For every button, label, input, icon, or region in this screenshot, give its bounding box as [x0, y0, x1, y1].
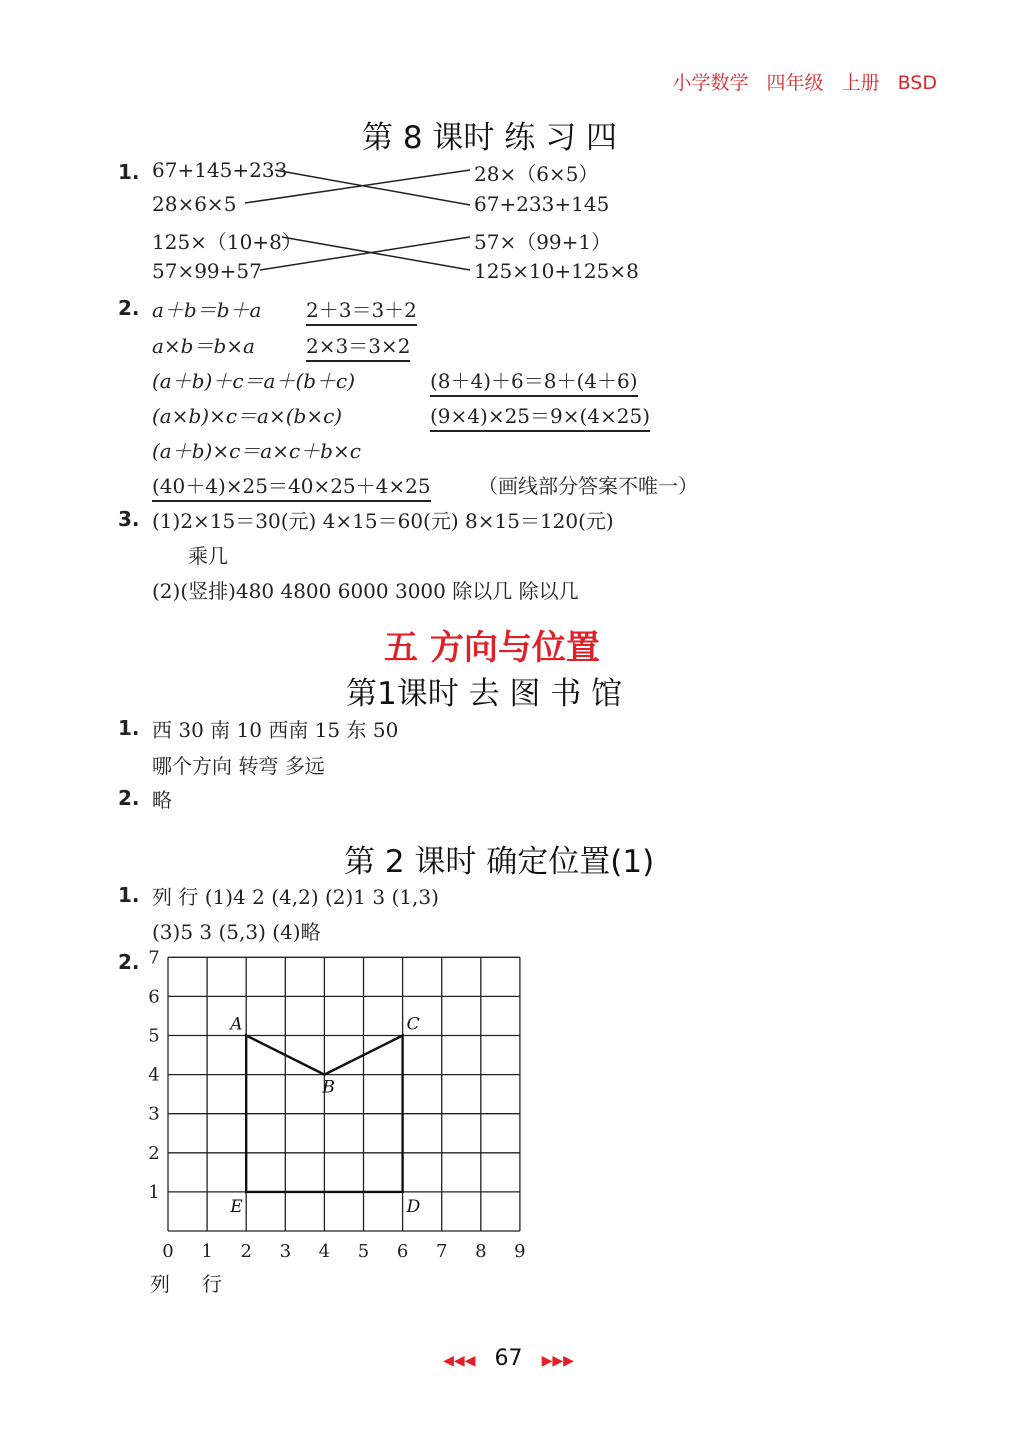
law-example: (9×4)×25＝9×(4×25): [430, 400, 650, 432]
point-label: C: [406, 1014, 420, 1035]
question-number: 1.: [118, 716, 140, 740]
left-arrows-icon: ◀◀◀: [443, 1353, 476, 1369]
point-label: D: [406, 1196, 421, 1217]
x-tick-label: 1: [201, 1241, 213, 1262]
question-number: 2.: [118, 296, 140, 320]
right-arrows-icon: ▶▶▶: [541, 1353, 574, 1369]
law-example: (40＋4)×25＝40×25＋4×25: [152, 470, 431, 502]
x-tick-label: 0: [162, 1241, 174, 1262]
answer-line: 列 行 (1)4 2 (4,2) (2)1 3 (1,3): [152, 885, 439, 909]
x-tick-label: 6: [396, 1241, 409, 1262]
note: （画线部分答案不唯一）: [478, 474, 698, 498]
question-number: 1.: [118, 883, 140, 907]
point-label: A: [230, 1014, 243, 1035]
x-tick-label: 4: [318, 1241, 331, 1262]
y-tick-label: 5: [148, 1025, 160, 1047]
y-tick-label: 3: [148, 1103, 160, 1125]
expression-left: 28×6×5: [152, 192, 237, 216]
x-tick-label: 5: [357, 1241, 370, 1262]
question-number: 2.: [118, 950, 140, 974]
answer-line: (2)(竖排)480 4800 6000 3000 除以几 除以几: [152, 579, 579, 603]
expression-left: 125×（10+8）: [152, 230, 302, 254]
x-tick-label: 8: [475, 1241, 487, 1262]
y-tick-label: 6: [148, 986, 160, 1008]
y-tick-label: 1: [148, 1181, 160, 1203]
expression-right: 125×10+125×8: [474, 259, 639, 283]
lesson-2-title: 第 2 课时 确定位置(1): [344, 844, 655, 880]
x-tick-label: 9: [514, 1241, 526, 1262]
question-number: 3.: [118, 507, 140, 531]
page-header: 小学数学 四年级 上册 BSD: [672, 72, 937, 94]
x-axis-caption: 列: [150, 1272, 170, 1296]
page-footer: [0, 1346, 1017, 1371]
answer-line: (1)2×15＝30(元) 4×15＝60(元) 8×15＝120(元): [152, 509, 614, 533]
x-tick-label: 2: [240, 1241, 252, 1262]
expression-left: 67+145+233: [152, 158, 288, 182]
law-example: 2＋3＝3＋2: [306, 294, 417, 326]
y-tick-label: 2: [148, 1142, 160, 1164]
expression-right: 28×（6×5）: [474, 162, 599, 186]
unit-title: 五 方向与位置: [384, 628, 600, 668]
answer-line: 哪个方向 转弯 多远: [152, 754, 325, 778]
expression-right: 67+233+145: [474, 192, 610, 216]
law-example: (8＋4)＋6＝8＋(4＋6): [430, 365, 638, 397]
x-tick-label: 7: [435, 1241, 448, 1262]
y-tick-label: 4: [148, 1064, 160, 1086]
question-number: 1.: [118, 160, 140, 184]
answer-line: 西 30 南 10 西南 15 东 50: [152, 718, 399, 742]
lesson-8-title: 第 8 课时 练 习 四: [362, 120, 617, 156]
law-formula: (a×b)×c＝a×(b×c): [152, 404, 343, 428]
law-formula: (a＋b)＋c＝a＋(b＋c): [152, 369, 356, 393]
law-formula: (a＋b)×c＝a×c＋b×c: [152, 439, 361, 463]
answer-line: (3)5 3 (5,3) (4)略: [152, 920, 321, 944]
y-tick-label: 7: [148, 947, 160, 969]
law-formula: a×b＝b×a: [152, 334, 255, 358]
expression-right: 57×（99+1）: [474, 230, 612, 254]
answer-line: 乘几: [188, 544, 228, 568]
page-number: 67: [494, 1346, 523, 1371]
point-label: E: [230, 1196, 243, 1217]
y-axis-caption: 行: [202, 1272, 222, 1296]
expression-left: 57×99+57: [152, 259, 262, 283]
lesson-1-title: 第1课时 去 图 书 馆: [346, 676, 623, 712]
x-tick-label: 3: [279, 1241, 292, 1262]
law-example: 2×3＝3×2: [306, 330, 410, 362]
answer-line: 略: [152, 788, 172, 812]
law-formula: a＋b＝b＋a: [152, 298, 262, 322]
point-label: B: [322, 1077, 335, 1098]
question-number: 2.: [118, 786, 140, 810]
